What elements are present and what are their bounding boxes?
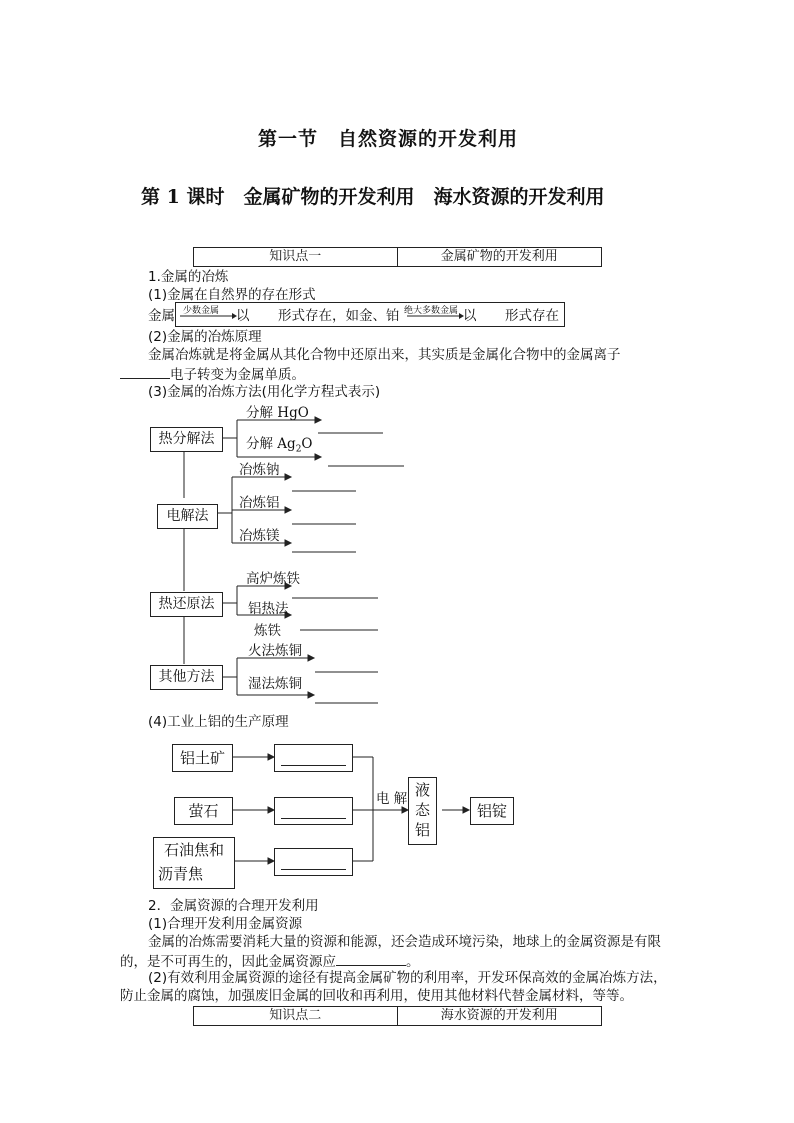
subheading-existence: (1)金属在自然界的存在形式 <box>148 287 316 303</box>
section-header-1 <box>193 247 602 267</box>
al-blank-1[interactable] <box>274 744 353 772</box>
section-label: 知识点二 <box>194 1007 398 1025</box>
label-cu-wet: 湿法炼铜 <box>248 676 302 692</box>
label-ag2o: 分解 $Ag_2O$ <box>246 436 313 455</box>
exist-mid: 形式存在，如金、铂 <box>278 308 400 324</box>
al-fluorite: 萤石 <box>174 797 233 825</box>
para-line4: 防止金属的腐蚀，加强废旧金属的回收和再利用，使用其他材料代替金属材料，等等。 <box>120 988 633 1004</box>
page-subtitle: 第 1 课时 金属矿物的开发利用 海水资源的开发利用 <box>141 186 605 208</box>
al-electro-label: 电 解 <box>376 791 408 807</box>
heading-metal-smelting: 1.金属的冶炼 <box>148 269 229 285</box>
label-fe-thermite-a: 铝热法 <box>248 601 289 617</box>
method-thermal: 热分解法 <box>150 427 223 452</box>
method-other: 其他方法 <box>150 665 223 690</box>
label-hgo: 分解 HgO <box>246 405 309 421</box>
al-bauxite: 铝土矿 <box>172 744 233 772</box>
subheading-principle: (2)金属的冶炼原理 <box>148 329 262 345</box>
blank-electron[interactable] <box>120 364 170 379</box>
label-cu-fire: 火法炼铜 <box>248 643 302 659</box>
para-line2: 的，是不可再生的，因此金属资源应 。 <box>120 951 420 971</box>
method-electro: 电解法 <box>157 504 218 529</box>
subheading-rational: (1)合理开发利用金属资源 <box>148 916 303 932</box>
few-metals-label: 少数金属 <box>183 306 220 316</box>
label-na: 冶炼钠 <box>239 462 280 478</box>
al-blank-2[interactable] <box>274 797 353 825</box>
principle-line1: 金属冶炼就是将金属从其化合物中还原出来，其实质是金属化合物中的金属离子 <box>148 347 621 363</box>
arrow-few <box>178 312 238 320</box>
label-fe-blast: 高炉炼铁 <box>246 571 300 587</box>
al-ingot: 铝锭 <box>470 797 514 825</box>
al-coke: 石油焦和 沥青焦 <box>153 837 235 889</box>
label-mg: 冶炼镁 <box>239 528 280 544</box>
aluminum-diagram <box>230 735 480 885</box>
principle-line2: 电子转变为金属单质。 <box>120 364 305 384</box>
subheading-methods: (3)金属的冶炼方法(用化学方程式表示) <box>148 384 381 400</box>
label-al: 冶炼铝 <box>239 495 280 511</box>
exist-end: 形式存在 <box>505 308 559 324</box>
page-title: 第一节 自然资源的开发利用 <box>258 128 519 150</box>
section-label: 知识点一 <box>194 248 398 266</box>
exist-yi1: 以 <box>236 308 250 324</box>
blank-resource[interactable] <box>336 951 406 966</box>
exist-lead: 金属 <box>148 308 175 324</box>
para-line3: (2)有效利用金属资源的途径有提高金属矿物的利用率，开发环保高效的金属冶炼方法， <box>148 970 667 986</box>
al-liquid: 液态铝 <box>408 777 437 845</box>
section-header-2 <box>193 1006 602 1026</box>
section-topic: 海水资源的开发利用 <box>440 1008 558 1023</box>
most-metals-label: 绝大多数金属 <box>404 306 459 316</box>
al-blank-3[interactable] <box>274 848 353 876</box>
subheading-aluminum: (4)工业上铝的生产原理 <box>148 714 289 730</box>
heading-resource-use: 2．金属资源的合理开发利用 <box>148 898 319 914</box>
para-line1: 金属的冶炼需要消耗大量的资源和能源，还会造成环境污染，地球上的金属资源是有限 <box>148 934 661 950</box>
label-fe-thermite-b: 炼铁 <box>254 623 281 639</box>
exist-yi2: 以 <box>463 308 477 324</box>
method-reduce: 热还原法 <box>150 592 223 617</box>
section-topic: 金属矿物的开发利用 <box>440 249 558 264</box>
arrow-most <box>405 312 465 320</box>
